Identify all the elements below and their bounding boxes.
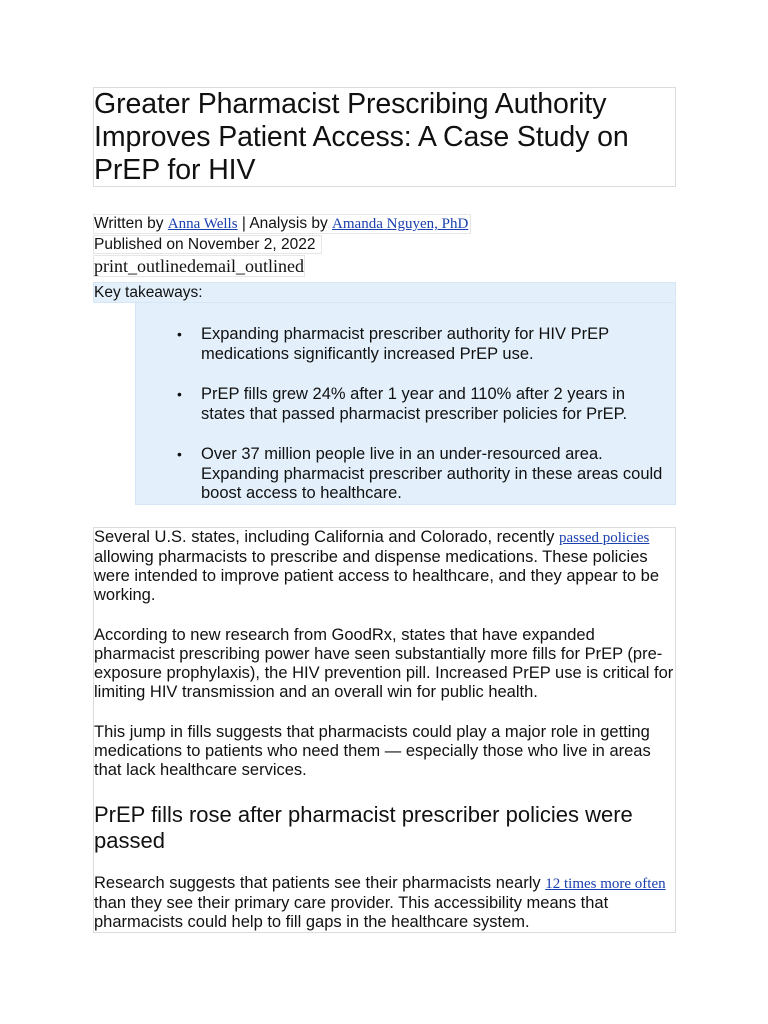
takeaway-item: [177, 445, 669, 504]
paragraph: [94, 874, 675, 932]
paragraph: [94, 528, 675, 605]
paragraph-text: allowing pharmacists to prescribe and dispense medications. These policies were intended to improve patient access to healthcare, and they appear to be working.: [94, 547, 660, 604]
takeaway-text: Over 37 million people live in an under-resourced area. Expanding pharmacist prescriber authority in these areas could boost access to healthcare.: [201, 445, 663, 502]
article-title: Greater Pharmacist Prescribing Authority Improves Patient Access: A Case Study on PrEP for HIV: [94, 88, 629, 186]
takeaway-item: [177, 385, 669, 445]
share-icons-text[interactable]: print_outlinedemail_outlined: [94, 256, 304, 276]
analyst-link[interactable]: Amanda Nguyen, PhD: [332, 216, 469, 232]
author-link[interactable]: Anna Wells: [167, 216, 238, 232]
byline: [93, 214, 676, 254]
written-by-label: Written by: [94, 215, 168, 232]
key-takeaways-label: Key takeaways:: [93, 282, 676, 303]
twelve-times-link[interactable]: 12 times more often: [545, 875, 666, 892]
paragraph-text: Research suggests that patients see their pharmacists nearly: [94, 873, 546, 892]
paragraph-text: Several U.S. states, including California and Colorado, recently: [94, 527, 559, 546]
paragraph: According to new research from GoodRx, states that have expanded pharmacist prescribing power have seen substantially more fills for PrEP (pre-exposure prophylaxis), the HIV prevention pill. Increased PrEP use is critical for limiting HIV transmission and an overall win for public health.: [94, 625, 674, 701]
article-body: [93, 527, 676, 933]
takeaway-text: PrEP fills grew 24% after 1 year and 110% after 2 years in states that passed pharmacist prescriber policies for PrEP.: [201, 385, 628, 423]
paragraph: This jump in fills suggests that pharmacists could play a major role in getting medications to patients who need them — especially those who live in areas that lack healthcare services.: [94, 722, 651, 779]
key-takeaways-box: [93, 282, 676, 505]
article-container: [93, 87, 676, 933]
takeaways-list: [135, 325, 676, 505]
author-line: [93, 214, 471, 234]
takeaways-spacer: [135, 303, 676, 325]
passed-policies-link[interactable]: passed policies: [559, 529, 650, 546]
bullet-icon: •: [177, 386, 182, 402]
published-date: Published on November 2, 2022: [93, 235, 322, 254]
bullet-icon: •: [177, 446, 182, 462]
takeaway-item: [177, 325, 669, 385]
takeaway-text: Expanding pharmacist prescriber authority for HIV PrEP medications significantly increased PrEP use.: [201, 325, 609, 363]
analysis-by-label: | Analysis by: [237, 215, 333, 232]
bullet-icon: •: [177, 326, 182, 342]
title-box: [93, 87, 676, 187]
paragraph-text: than they see their primary care provider. This accessibility means that pharmacists could help to fill gaps in the healthcare system.: [94, 893, 609, 931]
section-heading: PrEP fills rose after pharmacist prescriber policies were passed: [94, 801, 633, 853]
